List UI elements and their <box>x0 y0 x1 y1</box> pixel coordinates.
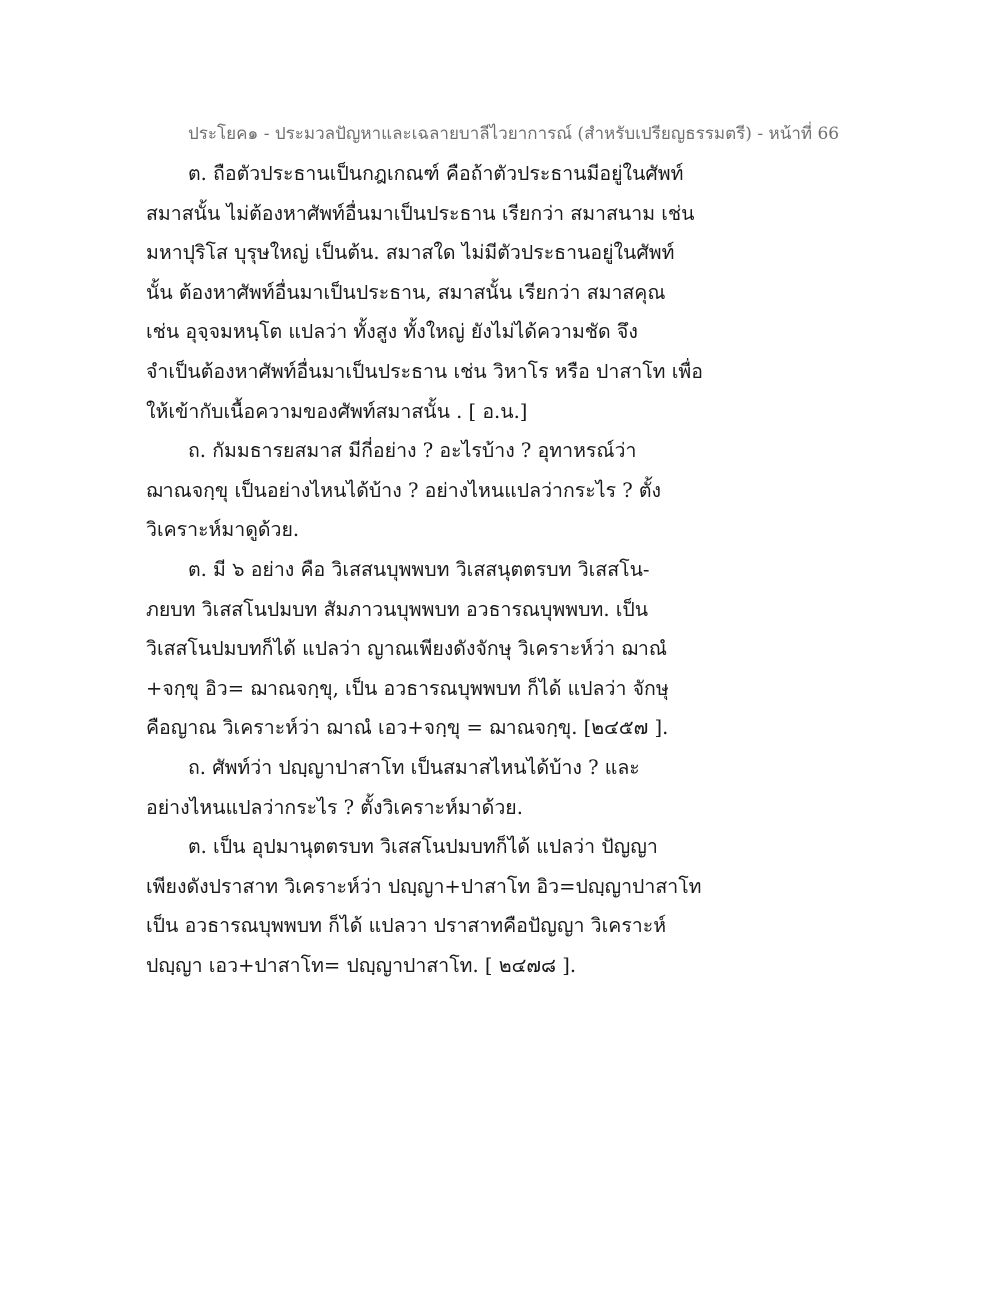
text-line: ถ. ศัพท์ว่า ปญฺญาปาสาโท เป็นสมาสไหนได้บ้าง ? และ <box>188 755 640 779</box>
text-line: เป็น อวธารณบุพพบท ก็ได้ แปลวา ปราสาทคือปัญญา วิเคราะห์ <box>146 914 667 938</box>
paragraph-answer-1 <box>146 154 706 431</box>
text-line: ถ. กัมมธารยสมาส มีกี่อย่าง ? อะไรบ้าง ? อุทาหรณ์ว่า <box>188 439 637 463</box>
text-line: เช่น อุจฺจมหนฺโต แปลว่า ทั้งสูง ทั้งใหญ่ ยังไม่ได้ความชัด จึง <box>146 320 638 344</box>
paragraph-question-2 <box>146 431 706 550</box>
text-line: อย่างไหนแปลว่ากระไร ? ตั้งวิเคราะห์มาด้วย. <box>146 795 523 819</box>
text-line: มหาปุริโส บุรุษใหญ่ เป็นต้น. สมาสใด ไม่มีตัวประธานอยู่ในศัพท์ <box>146 241 675 265</box>
text-line: ต. ถือตัวประธานเป็นกฎเกณฑ์ คือถ้าตัวประธานมีอยู่ในศัพท์ <box>188 162 684 185</box>
text-line: วิเคราะห์มาดูด้วย. <box>146 518 300 542</box>
text-line: วิเสสโนปมบทก็ได้ แปลว่า ญาณเพียงดังจักษุ วิเคราะห์ว่า ฌาณํ <box>146 637 667 661</box>
body-text <box>146 154 706 985</box>
paragraph-question-3 <box>146 748 706 827</box>
text-line: ต. เป็น อุปมานุตตรบท วิเสสโนปมบทก็ได้ แปลว่า ปัญญา <box>188 835 658 859</box>
text-line: นั้น ต้องหาศัพท์อื่นมาเป็นประธาน, สมาสนั้น เรียกว่า สมาสคุณ <box>146 280 666 304</box>
text-line: สมาสนั้น ไม่ต้องหาศัพท์อื่นมาเป็นประธาน เรียกว่า สมาสนาม เช่น <box>146 201 695 225</box>
text-line: จำเป็นต้องหาศัพท์อื่นมาเป็นประธาน เช่น วิหาโร หรือ ปาสาโท เพื่อ <box>146 359 703 383</box>
text-line: ให้เข้ากับเนื้อความของศัพท์สมาสนั้น . [ อ.น.] <box>146 399 528 423</box>
running-header: ประโยค๑ - ประมวลปัญหาและเฉลายบาลีไวยาการณ์ (สำหรับเปรียญธรรมตรี) - หน้าที่ 66 <box>188 124 840 144</box>
text-line: ฌาณจกฺขุ เป็นอย่างไหนได้บ้าง ? อย่างไหนแปลว่ากระไร ? ตั้ง <box>146 478 662 502</box>
paragraph-answer-2 <box>146 550 706 748</box>
text-line: +จกฺขุ อิว= ฌาณจกฺขุ, เป็น อวธารณบุพพบท ก็ได้ แปลว่า จักษุ <box>146 676 669 700</box>
text-line: ต. มี ๖ อย่าง คือ วิเสสนบุพพบท วิเสสนุตตรบท วิเสสโน- <box>188 557 650 581</box>
text-line: ภยบท วิเสสโนปมบท สัมภาวนบุพพบท อวธารณบุพพบท. เป็น <box>146 597 649 621</box>
text-line: เพียงดังปราสาท วิเคราะห์ว่า ปญฺญา+ปาสาโท อิว=ปญฺญาปาสาโท <box>146 874 702 898</box>
paragraph-answer-3 <box>146 827 706 985</box>
text-line: คือญาณ วิเคราะห์ว่า ฌาณํ เอว+จกฺขุ = ฌาณจกฺขุ. [๒๔๕๗ ]. <box>146 716 669 740</box>
text-line: ปญฺญา เอว+ปาสาโท= ปญฺญาปาสาโท. [ ๒๔๗๘ ]. <box>146 953 577 977</box>
